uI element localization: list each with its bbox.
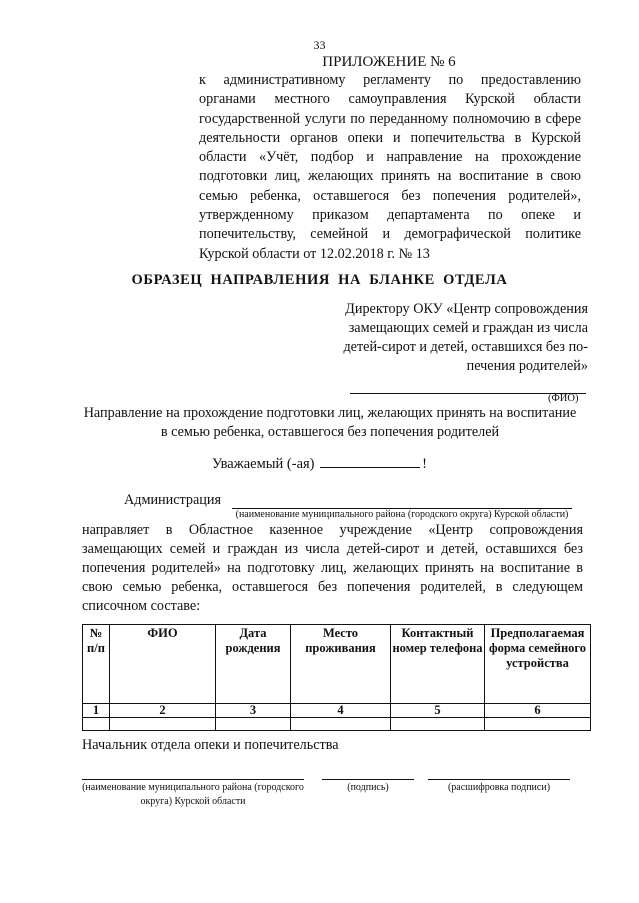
signature-underline xyxy=(322,779,414,780)
column-number: 4 xyxy=(291,704,391,718)
greeting-line xyxy=(0,455,639,473)
fio-caption: (ФИО) xyxy=(548,393,579,404)
column-number: 5 xyxy=(391,704,485,718)
table-row xyxy=(83,704,591,718)
page-number: 33 xyxy=(313,38,326,52)
header-birth-date: Дата рождения xyxy=(216,625,291,704)
document-heading: ОБРАЗЕЦ НАПРАВЛЕНИЯ НА БЛАНКЕ ОТДЕЛА xyxy=(131,272,508,288)
body-paragraph: направляет в Областное казенное учреждение «Центр сопровождения замещающих семей и граждан из числа детей-сирот и детей, оставшихся без попечения родителей» на подготовку лиц, желающих принять на воспитание в свою семью ребенка, оставшегося без попечения родителей, в следующем списочном составе: xyxy=(82,522,583,614)
column-number: 1 xyxy=(83,704,110,718)
empty-cell xyxy=(216,718,291,731)
direction-title: Направление на прохождение подготовки лиц, желающих принять на воспитание в семью ребенка, оставшегося без попечения родителей xyxy=(83,405,577,440)
addressee-block xyxy=(300,300,588,376)
administration-caption: (наименование муниципального района (городского округа) Курской области) xyxy=(235,509,569,520)
column-number: 3 xyxy=(216,704,291,718)
decode-caption: (расшифровка подписи) xyxy=(447,782,551,793)
header-phone: Контактный номер телефона xyxy=(391,625,485,704)
addressee-line: замещающих семей и граждан из числа xyxy=(348,320,588,336)
table-row xyxy=(83,718,591,731)
empty-cell xyxy=(291,718,391,731)
org-underline xyxy=(82,779,304,780)
addressee-line: Директору ОКУ «Центр сопровождения xyxy=(345,301,588,317)
greeting-name-blank xyxy=(320,455,420,468)
header-residence: Место проживания xyxy=(291,625,391,704)
administration-label: Администрация xyxy=(124,492,221,508)
decode-underline xyxy=(428,779,570,780)
addressee-line: детей-сирот и детей, оставшихся без по- xyxy=(343,339,588,355)
applicants-table xyxy=(82,624,591,731)
addressee-line: печения родителей» xyxy=(466,358,588,374)
table-header-row xyxy=(83,625,591,704)
column-number: 2 xyxy=(110,704,216,718)
header-number: № п/п xyxy=(83,625,110,704)
empty-cell xyxy=(83,718,110,731)
appendix-title: ПРИЛОЖЕНИЕ № 6 xyxy=(322,54,456,70)
greeting-suffix: ! xyxy=(422,456,427,472)
org-caption: (наименование муниципального района (городского округа) Курской области xyxy=(82,782,304,807)
column-number: 6 xyxy=(485,704,591,718)
empty-cell xyxy=(391,718,485,731)
header-family-form: Предполагаемая форма семейного устройства xyxy=(485,625,591,704)
signature-caption: (подпись) xyxy=(347,782,389,793)
greeting-prefix: Уважаемый (-ая) xyxy=(212,456,315,472)
appendix-text: к административному регламенту по предоставлению органами местного самоуправления Курской области государственной услуги по переданному полномочию в сфере деятельности органов опеки и попечительства в Курской области «Учёт, подбор и направление на прохождение подготовки лиц, желающих принять на воспитание в свою семью ребенка, оставшегося без попечения родителей», утвержденному приказом департамента по опеке и попечительству, семейной и демографической политике Курской области от 12.02.2018 г. № 13 xyxy=(199,72,581,262)
empty-cell xyxy=(110,718,216,731)
header-fio: ФИО xyxy=(110,625,216,704)
signatory-position: Начальник отдела опеки и попечительства xyxy=(82,737,339,753)
empty-cell xyxy=(485,718,591,731)
